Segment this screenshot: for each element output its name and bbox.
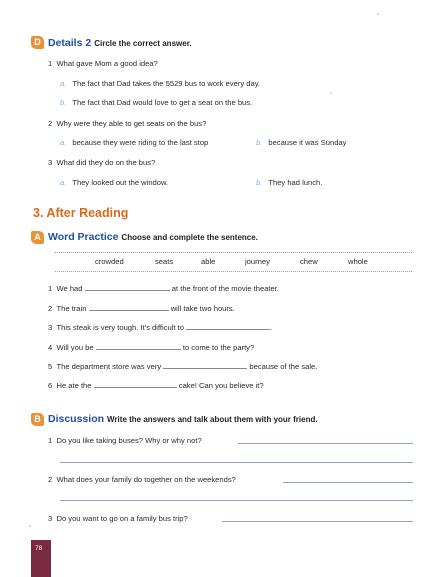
answer-blank[interactable] <box>94 380 177 388</box>
word-practice-section-title <box>48 231 258 243</box>
option-letter-a: a. <box>60 178 67 187</box>
sentence-text-before: This steak is very tough. It's difficult to <box>56 323 184 332</box>
option-text: because they were riding to the last stop <box>72 138 209 147</box>
question-text: What does your family do together on the weekends? <box>56 475 236 484</box>
sentence-text-after: at the front of the movie theater. <box>171 284 279 293</box>
sentence-text-before: We had <box>56 284 83 293</box>
word-practice-instruction: Choose and complete the sentence. <box>121 233 258 242</box>
details-q1-option-b[interactable] <box>60 98 252 107</box>
question-text: What did they do on the bus? <box>56 158 156 167</box>
details-q2-option-a[interactable] <box>60 138 208 147</box>
discussion-title: Discussion <box>48 413 105 425</box>
sentence-text-after: . <box>270 323 273 332</box>
sentence-6 <box>48 380 264 390</box>
option-letter-b: b. <box>256 178 263 187</box>
sentence-text-before: Will you be <box>56 343 94 352</box>
option-text: They had lunch. <box>268 178 323 187</box>
sentence-2 <box>48 303 235 313</box>
answer-blank[interactable] <box>96 342 181 350</box>
sentence-text-before: He ate the <box>56 381 92 390</box>
sentence-3 <box>48 322 272 332</box>
answer-line[interactable] <box>60 462 413 463</box>
option-text: because it was Sunday <box>268 138 347 147</box>
answer-line[interactable] <box>60 500 413 501</box>
sentence-number: 6 <box>48 381 53 390</box>
discussion-instruction: Write the answers and talk about them with your friend. <box>107 415 318 424</box>
option-text: They looked out the window. <box>72 178 169 187</box>
option-text: The fact that Dad would love to get a seat on the bus. <box>72 98 253 107</box>
question-text: What gave Mom a good idea? <box>56 59 158 68</box>
details-q3-option-b[interactable] <box>256 178 322 187</box>
sentence-4 <box>48 342 254 352</box>
details-section-badge: D <box>31 36 44 49</box>
sentence-5 <box>48 361 317 371</box>
option-letter-b: b. <box>256 138 263 147</box>
sentence-text-before: The department store was very <box>56 362 162 371</box>
question-number: 1 <box>48 436 53 445</box>
scan-speck <box>330 92 332 94</box>
sentence-number: 1 <box>48 284 53 293</box>
sentence-text-before: The train <box>56 304 87 313</box>
word-bank-item: whole <box>348 257 368 266</box>
sentence-number: 5 <box>48 362 53 371</box>
sentence-text-after: will take two hours. <box>170 304 235 313</box>
details-question-3 <box>48 158 155 167</box>
word-bank-item: able <box>201 257 216 266</box>
word-bank-item: journey <box>245 257 270 266</box>
question-number: 3 <box>48 158 53 167</box>
scan-speck <box>29 525 31 527</box>
details-section-title <box>48 37 192 49</box>
sentence-number: 3 <box>48 323 53 332</box>
after-reading-title: 3. After Reading <box>33 206 129 220</box>
word-bank-item: crowded <box>95 257 124 266</box>
details-question-1 <box>48 59 158 68</box>
discussion-question-1 <box>48 436 202 445</box>
option-letter-a: a. <box>60 138 67 147</box>
question-number: 2 <box>48 475 53 484</box>
word-bank-item: chew <box>300 257 318 266</box>
question-text: Do you like taking buses? Why or why not? <box>56 436 202 445</box>
sentence-text-after: cake! Can you believe it? <box>178 381 264 390</box>
discussion-section-title <box>48 413 318 425</box>
word-bank-item: seats <box>155 257 174 266</box>
discussion-question-2 <box>48 475 236 484</box>
page-number: 78 <box>35 545 43 552</box>
details-q1-option-a[interactable] <box>60 79 260 88</box>
answer-line[interactable] <box>222 521 413 522</box>
discussion-badge: B <box>31 413 44 426</box>
answer-blank[interactable] <box>85 283 170 291</box>
details-title: Details 2 <box>48 37 92 49</box>
question-number: 3 <box>48 514 53 523</box>
word-practice-badge: A <box>31 231 44 244</box>
option-text: The fact that Dad takes the 5529 bus to work every day. <box>72 79 261 88</box>
details-q2-option-b[interactable] <box>256 138 346 147</box>
answer-line[interactable] <box>238 443 413 444</box>
discussion-question-3 <box>48 514 188 523</box>
answer-blank[interactable] <box>163 361 247 369</box>
word-bank <box>55 252 412 272</box>
sentence-number: 4 <box>48 343 53 352</box>
sentence-text-after: because of the sale. <box>249 362 318 371</box>
details-q3-option-a[interactable] <box>60 178 168 187</box>
answer-line[interactable] <box>283 482 413 483</box>
question-text: Why were they able to get seats on the bus? <box>56 119 207 128</box>
option-letter-b: b. <box>60 98 67 107</box>
question-text: Do you want to go on a family bus trip? <box>56 514 188 523</box>
scan-speck <box>377 13 379 15</box>
details-instruction: Circle the correct answer. <box>94 39 192 48</box>
sentence-text-after: to come to the party? <box>182 343 255 352</box>
details-question-2 <box>48 119 206 128</box>
answer-blank[interactable] <box>89 303 169 311</box>
sentence-number: 2 <box>48 304 53 313</box>
answer-blank[interactable] <box>186 322 273 332</box>
option-letter-a: a. <box>60 79 67 88</box>
sentence-1 <box>48 283 279 293</box>
word-practice-title: Word Practice <box>48 231 119 243</box>
question-number: 2 <box>48 119 53 128</box>
question-number: 1 <box>48 59 53 68</box>
